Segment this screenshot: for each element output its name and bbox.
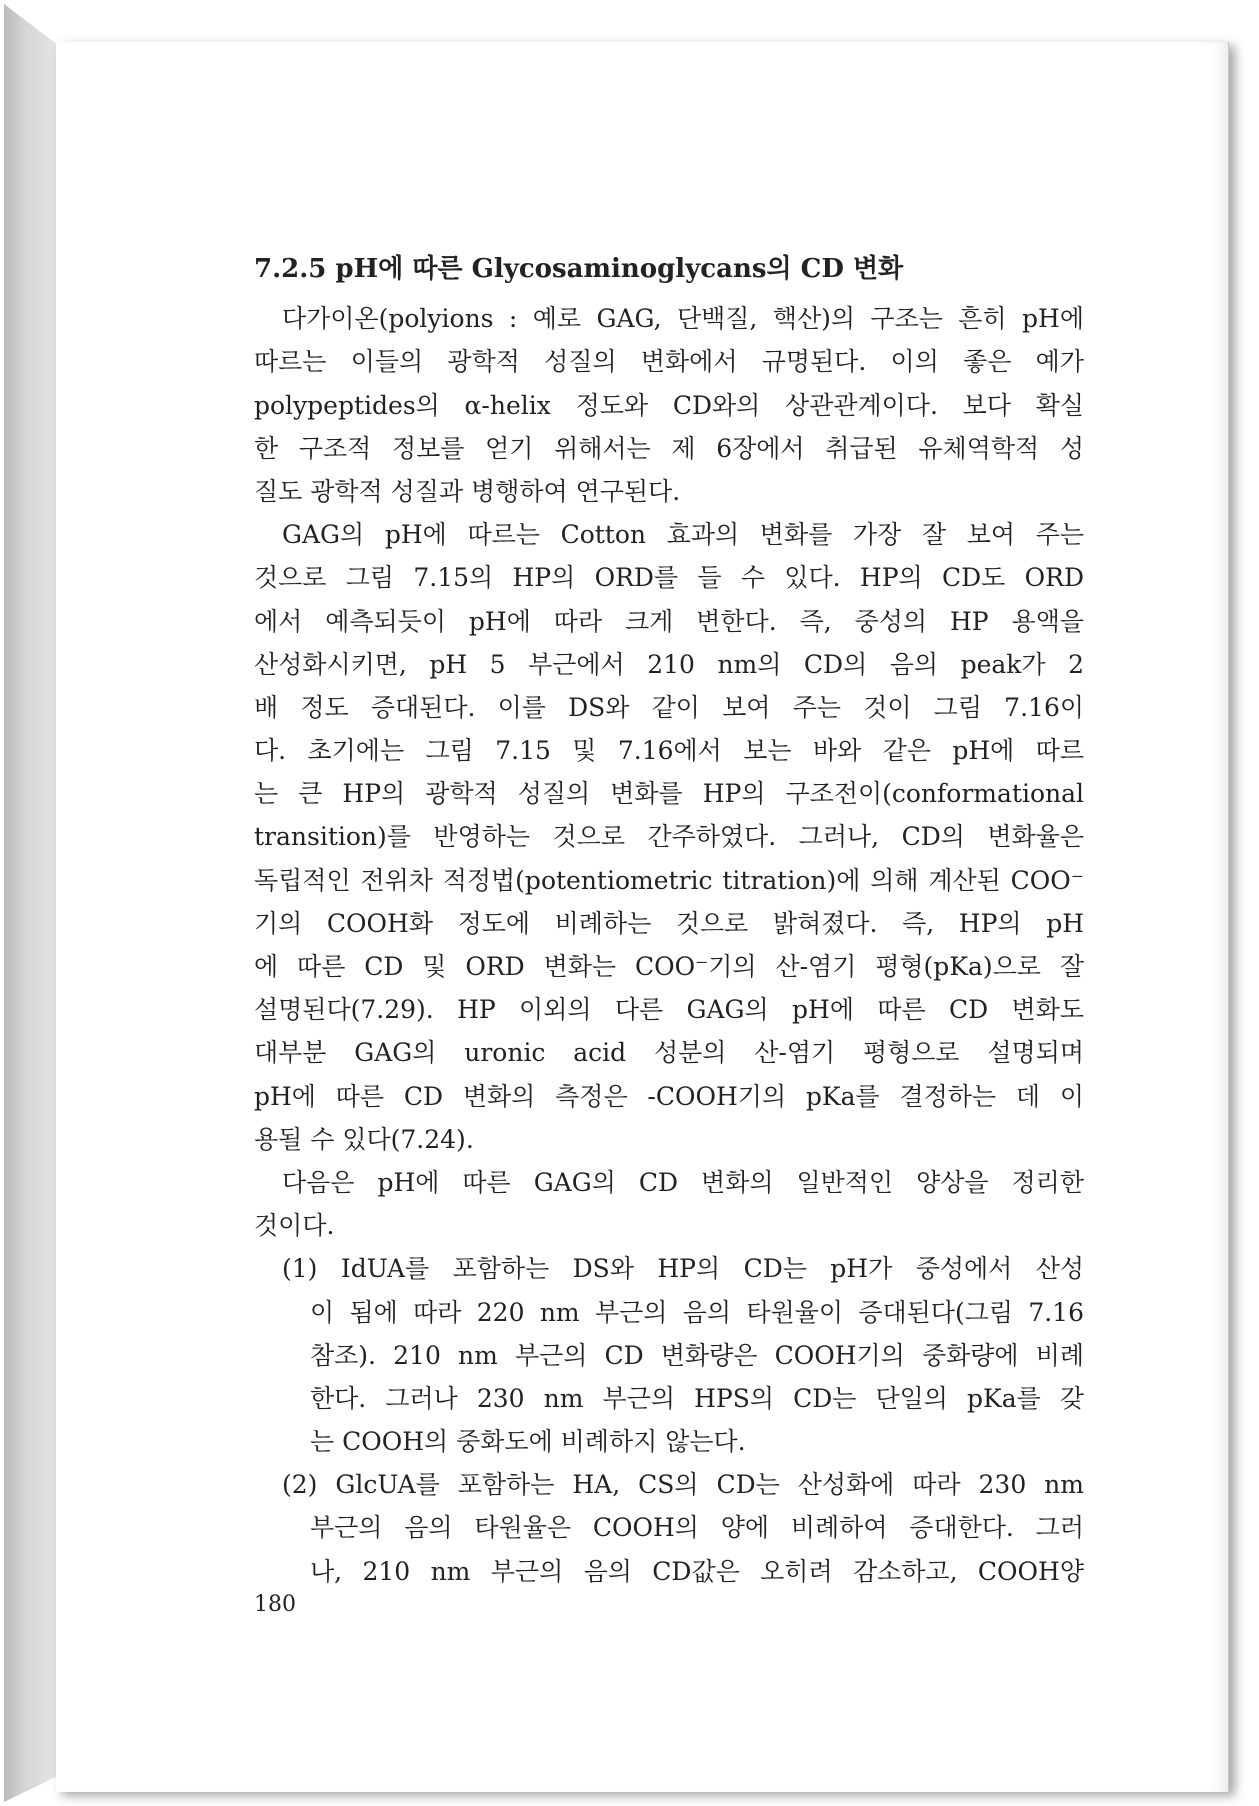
- text-line: 대부분 GAG의 uronic acid 성분의 산-염기 평형으로 설명되며: [254, 1038, 1084, 1068]
- text-line: 한 구조적 정보를 얻기 위해서는 제 6장에서 취급된 유체역학적 성: [254, 433, 1084, 463]
- text-line: 기의 COOH화 정도에 비례하는 것으로 밝혀졌다. 즉, HP의 pH: [254, 908, 1084, 938]
- text-line: 다음은 pH에 따른 GAG의 CD 변화의 일반적인 양상을 정리한: [282, 1167, 1084, 1197]
- text-line: 나, 210 nm 부근의 음의 CD값은 오히려 감소하고, COOH양: [310, 1556, 1084, 1586]
- page-body: [254, 248, 1084, 1593]
- text-line: 독립적인 전위차 적정법(potentiometric titration)에 의해 계산된 COO⁻: [254, 865, 1084, 895]
- text-line: (2) GlcUA를 포함하는 HA, CS의 CD는 산성화에 따라 230 nm: [282, 1470, 1084, 1500]
- paragraph-2: [254, 513, 1084, 1161]
- text-line: GAG의 pH에 따르는 Cotton 효과의 변화를 가장 잘 보여 주는: [282, 520, 1084, 550]
- paragraph-3: [254, 1161, 1084, 1247]
- text-line: 는 COOH의 중화도에 비례하지 않는다.: [310, 1427, 746, 1457]
- text-line: 따르는 이들의 광학적 성질의 변화에서 규명된다. 이의 좋은 예가: [254, 347, 1084, 377]
- paragraph-1: [254, 297, 1084, 513]
- text-line: 배 정도 증대된다. 이를 DS와 같이 보여 주는 것이 그림 7.16이: [254, 692, 1084, 722]
- text-line: 것으로 그림 7.15의 HP의 ORD를 들 수 있다. HP의 CD도 ORD: [254, 563, 1084, 593]
- text-line: (1) IdUA를 포함하는 DS와 HP의 CD는 pH가 중성에서 산성: [282, 1254, 1084, 1284]
- text-line: 다. 초기에는 그림 7.15 및 7.16에서 보는 바와 같은 pH에 따르: [254, 736, 1084, 766]
- list-item-2: [254, 1463, 1084, 1593]
- text-line: 다가이온(polyions : 예로 GAG, 단백질, 핵산)의 구조는 흔히 pH에: [282, 304, 1084, 334]
- text-line: 산성화시키면, pH 5 부근에서 210 nm의 CD의 음의 peak가 2: [254, 649, 1084, 679]
- text-line: 에 따른 CD 및 ORD 변화는 COO⁻기의 산-염기 평형(pKa)으로 잘: [254, 952, 1084, 982]
- text-line: 질도 광학적 성질과 병행하여 연구된다.: [254, 476, 681, 506]
- text-line: pH에 따른 CD 변화의 측정은 -COOH기의 pKa를 결정하는 데 이: [254, 1081, 1084, 1111]
- text-line: transition)를 반영하는 것으로 간주하였다. 그러나, CD의 변화율은: [254, 822, 1084, 852]
- page-number: 180: [254, 1592, 296, 1617]
- list-item-1: [254, 1247, 1084, 1463]
- text-line: 이 됨에 따라 220 nm 부근의 음의 타원율이 증대된다(그림 7.16: [310, 1297, 1084, 1327]
- text-line: 한다. 그러나 230 nm 부근의 HPS의 CD는 단일의 pKa를 갖: [310, 1383, 1084, 1413]
- text-line: 용될 수 있다(7.24).: [254, 1124, 474, 1154]
- book-spine-edge: [4, 4, 56, 1802]
- text-line: 것이다.: [254, 1211, 335, 1241]
- text-line: 에서 예측되듯이 pH에 따라 크게 변한다. 즉, 중성의 HP 용액을: [254, 606, 1084, 636]
- text-line: 부근의 음의 타원율은 COOH의 양에 비례하여 증대한다. 그러: [310, 1513, 1084, 1543]
- text-line: polypeptides의 α-helix 정도와 CD와의 상관관계이다. 보다 확실: [254, 390, 1084, 420]
- section-heading: 7.2.5 pH에 따른 Glycosaminoglycans의 CD 변화: [254, 254, 904, 284]
- text-line: 참조). 210 nm 부근의 CD 변화량은 COOH기의 중화량에 비례: [310, 1340, 1084, 1370]
- text-line: 는 큰 HP의 광학적 성질의 변화를 HP의 구조전이(conformational: [254, 779, 1084, 809]
- text-line: 설명된다(7.29). HP 이외의 다른 GAG의 pH에 따른 CD 변화도: [254, 995, 1084, 1025]
